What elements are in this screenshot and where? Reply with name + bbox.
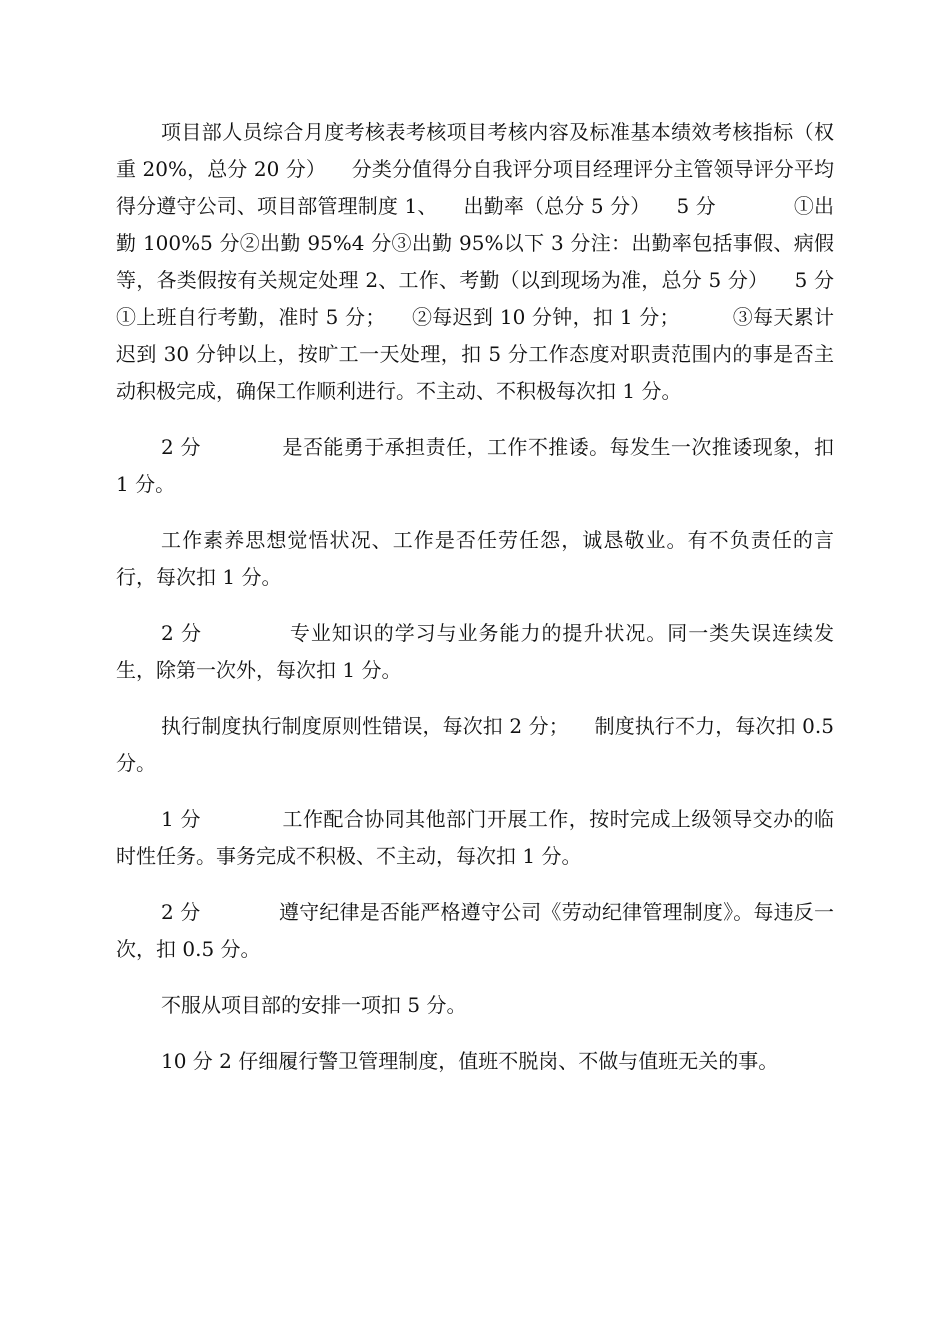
- paragraph-obey-arrangement: 不服从项目部的安排一项扣 5 分。: [161, 993, 467, 1017]
- paragraph-guard-duty: 10 分 2 仔细履行警卫管理制度，值班不脱岗、不做与值班无关的事。: [161, 1049, 779, 1073]
- document-body: [116, 114, 911, 1099]
- paragraph-cooperation: 1 分 工作配合协同其他部门开展工作，按时完成上级领导交办的临时性任务。事务完成不积极、不主动，每次扣 1 分。: [116, 807, 834, 868]
- paragraph-responsibility: 2 分 是否能勇于承担责任，工作不推诿。每发生一次推诿现象，扣 1 分。: [116, 435, 841, 496]
- paragraph-discipline: 2 分 遵守纪律是否能严格遵守公司《劳动纪律管理制度》。每违反一次，扣 0.5 分。: [116, 900, 834, 961]
- paragraph-professional-knowledge: 2 分 专业知识的学习与业务能力的提升状况。同一类失误连续发生，除第一次外，每次扣 1 分。: [116, 621, 834, 682]
- paragraph-assessment-intro: 项目部人员综合月度考核表考核项目考核内容及标准基本绩效考核指标（权重 20%，总分 20 分） 分类分值得分自我评分项目经理评分主管领导评分平均得分遵守公司、项目部管理制度 1、 出勤率（总分 5 分） 5 分 ①出勤 100%5 分②出勤 95%4 分③出勤 95%以下 3 分注：出勤率包括事假、病假等，各类假按有关规定处理 2、工作、考勤（以到现场为准，总分 5 分） 5 分 ①上班自行考勤，准时 5 分； ②每迟到 10 分钟，扣 1 分； ③每天累计迟到 30 分钟以上，按旷工一天处理，扣 5 分工作态度对职责范围内的事是否主动积极完成，确保工作顺利进行。不主动、不积极每次扣 1 分。: [116, 120, 911, 403]
- paragraph-work-quality: 工作素养思想觉悟状况、工作是否任劳任怨，诚恳敬业。有不负责任的言行，每次扣 1 分。: [116, 528, 834, 589]
- paragraph-policy-execution: 执行制度执行制度原则性错误，每次扣 2 分； 制度执行不力，每次扣 0.5 分。: [116, 714, 841, 775]
